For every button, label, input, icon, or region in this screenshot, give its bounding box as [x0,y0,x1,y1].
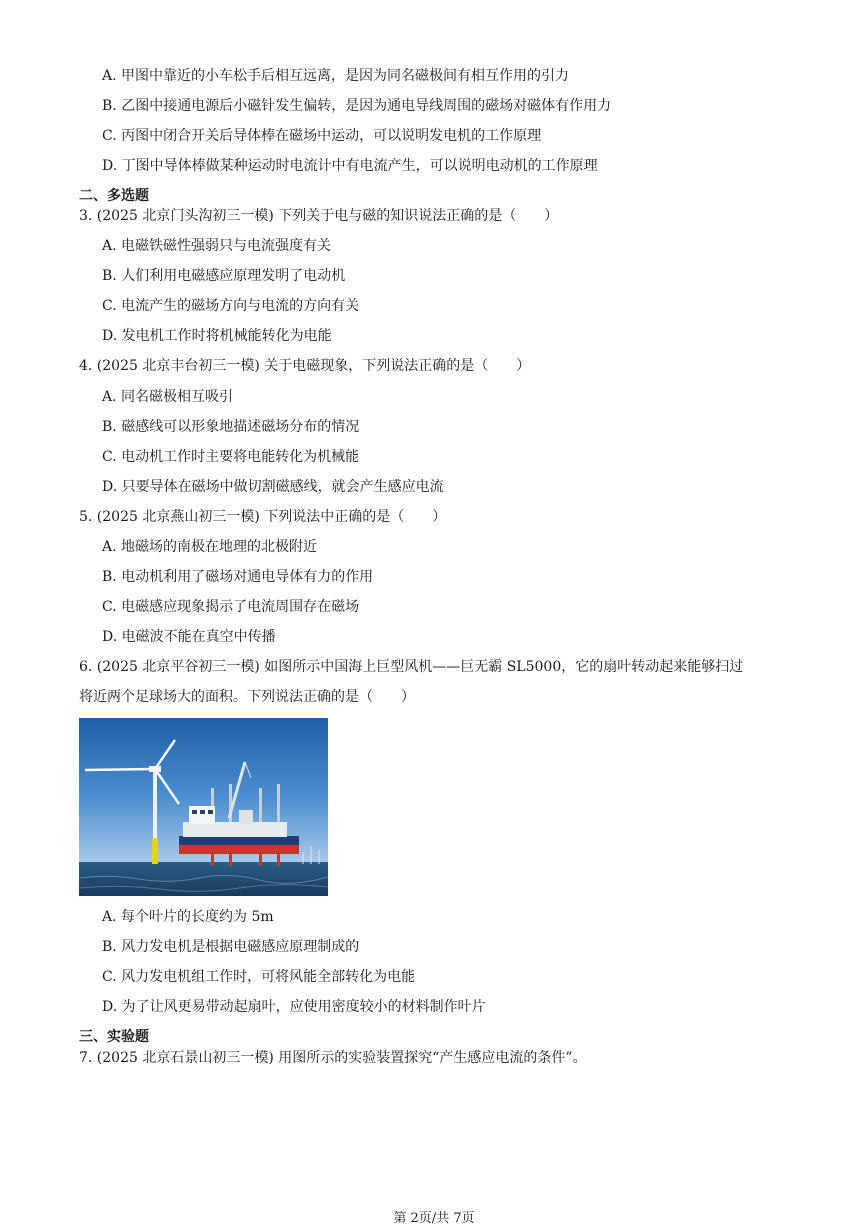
q4-stem: 4. (2025 北京丰台初三一模) 关于电磁现象，下列说法正确的是（ ） [79,358,531,374]
q3-option-c: C. 电流产生的磁场方向与电流的方向有关 [102,298,360,314]
page-number-footer: 第 2页/共 7页 [393,1211,475,1226]
q3-option-a: A. 电磁铁磁性强弱只与电流强度有关 [102,238,332,254]
q5-option-b: B. 电动机利用了磁场对通电导体有力的作用 [102,569,374,585]
q6-stem-line1: 6. (2025 北京平谷初三一模) 如图所示中国海上巨型风机——巨无霸 SL5000，它的扇叶转动起来能够扫过 [79,659,744,675]
q6-option-c: C. 风力发电机组工作时，可将风能全部转化为电能 [102,969,416,985]
q4-option-a: A. 同名磁极相互吸引 [102,389,234,405]
q6-stem-line2: 将近两个足球场大的面积。下列说法正确的是（ ） [79,689,415,705]
q4-option-c: C. 电动机工作时主要将电能转化为机械能 [102,449,360,465]
q6-option-d: D. 为了让风更易带动起扇叶，应使用密度较小的材料制作叶片 [102,999,486,1015]
q2-option-a: A. 甲图中靠近的小车松手后相互远离，是因为同名磁极间有相互作用的引力 [102,68,570,84]
section-multiple-choice-heading: 二、多选题 [79,188,149,204]
wind-turbine-photo [79,718,328,896]
q2-option-c: C. 丙图中闭合开关后导体棒在磁场中运动，可以说明发电机的工作原理 [102,128,542,144]
q2-option-b: B. 乙图中接通电源后小磁针发生偏转，是因为通电导线周围的磁场对磁体有作用力 [102,98,612,114]
q6-option-b: B. 风力发电机是根据电磁感应原理制成的 [102,939,360,955]
q2-option-d: D. 丁图中导体棒做某种运动时电流计中有电流产生，可以说明电动机的工作原理 [102,158,598,174]
q5-option-d: D. 电磁波不能在真空中传播 [102,629,276,645]
q3-stem: 3. (2025 北京门头沟初三一模) 下列关于电与磁的知识说法正确的是（ ） [79,208,559,224]
q6-option-a: A. 每个叶片的长度约为 5m [102,909,274,925]
q5-option-a: A. 地磁场的南极在地理的北极附近 [102,539,318,555]
section-experiment-heading: 三、实验题 [79,1029,149,1045]
q4-option-d: D. 只要导体在磁场中做切割磁感线，就会产生感应电流 [102,479,444,495]
q4-option-b: B. 磁感线可以形象地描述磁场分布的情况 [102,419,360,435]
q3-option-d: D. 发电机工作时将机械能转化为电能 [102,328,332,344]
q7-stem: 7. (2025 北京石景山初三一模) 用图所示的实验装置探究“产生感应电流的条件”。 [79,1050,587,1066]
q3-option-b: B. 人们利用电磁感应原理发明了电动机 [102,268,346,284]
q5-option-c: C. 电磁感应现象揭示了电流周围存在磁场 [102,599,360,615]
q5-stem: 5. (2025 北京燕山初三一模) 下列说法中正确的是（ ） [79,509,447,525]
